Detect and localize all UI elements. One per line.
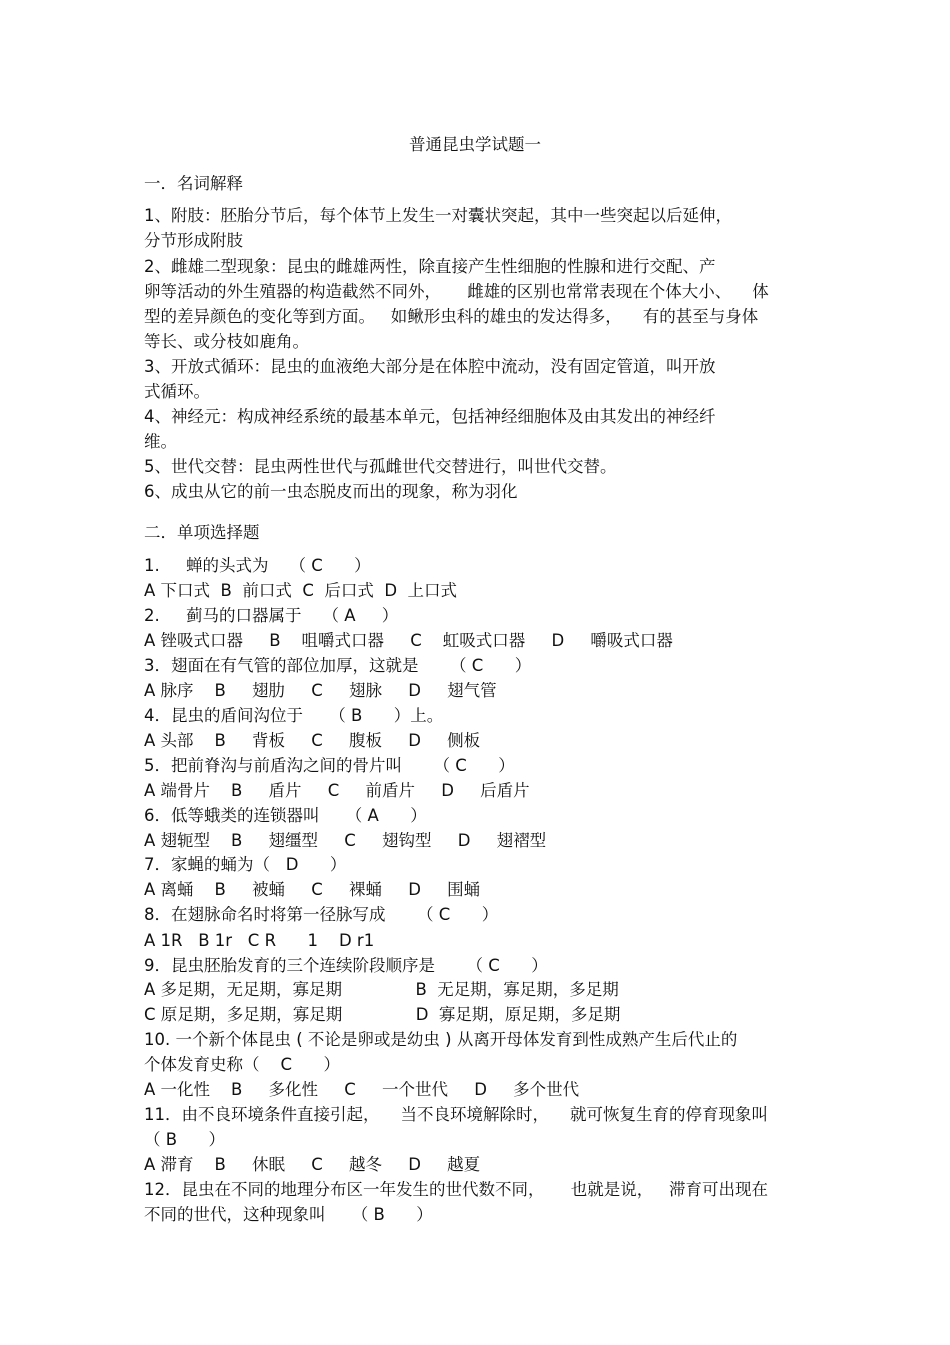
question-line: 11．由不良环境条件直接引起， 当不良环境解除时， 就可恢复生育的停育现象叫 (144, 1105, 768, 1124)
options-line: A 一化性 B 多化性 C 一个世代 D 多个世代 (144, 1080, 580, 1099)
question-line: 个体发育史称（ C ） (144, 1055, 340, 1074)
options-line: C 原足期，多足期，寡足期 D 寡足期，原足期，多足期 (144, 1005, 621, 1024)
definition-line: 卵等活动的外生殖器的构造截然不同外， 雌雄的区别也常常表现在个体大小、 体 (144, 282, 769, 301)
options-line: A 离蛹 B 被蛹 C 裸蛹 D 围蛹 (144, 880, 481, 899)
question-line: （ B ） (144, 1130, 226, 1149)
question-line: 不同的世代，这种现象叫 （ B ） (144, 1205, 433, 1224)
options-line: A 脉序 B 翅肋 C 翅脉 D 翅气管 (144, 681, 497, 700)
definition-line: 1、附肢：胚胎分节后，每个体节上发生一对囊状突起，其中一些突起以后延伸， (144, 206, 732, 225)
definition-line: 维。 (144, 432, 177, 451)
definition-line: 3、开放式循环：昆虫的血液绝大部分是在体腔中流动，没有固定管道，叫开放 (144, 357, 716, 376)
section-heading-choice: 二．单项选择题 (144, 523, 260, 542)
options-line: A 多足期，无足期，寡足期 B 无足期，寡足期，多足期 (144, 980, 619, 999)
options-line: A 头部 B 背板 C 腹板 D 侧板 (144, 731, 481, 750)
question-line: 6．低等蛾类的连锁器叫 （ A ） (144, 806, 427, 825)
definition-line: 2、雌雄二型现象：昆虫的雌雄两性，除直接产生性细胞的性腺和进行交配、产 (144, 257, 716, 276)
question-line: 8．在翅脉命名时将第一径脉写成 （ C ） (144, 905, 499, 924)
question-line: 7．家蝇的蛹为（ D ） (144, 855, 347, 874)
section-heading-definitions: 一．名词解释 (144, 174, 243, 193)
question-line: 10. 一个新个体昆虫 ( 不论是卵或是幼虫 ) 从离开母体发育到性成熟产生后代止的 (144, 1030, 738, 1049)
question-line: 3．翅面在有气管的部位加厚，这就是 （ C ） (144, 656, 532, 675)
options-line: A 下口式 B 前口式 C 后口式 D 上口式 (144, 581, 458, 600)
document-title: 普通昆虫学试题一 (409, 135, 541, 154)
definition-line: 5、世代交替：昆虫两性世代与孤雌世代交替进行，叫世代交替。 (144, 457, 617, 476)
question-line: 12．昆虫在不同的地理分布区一年发生的世代数不同， 也就是说， 滞育可出现在 (144, 1180, 768, 1199)
definition-line: 4、神经元：构成神经系统的最基本单元，包括神经细胞体及由其发出的神经纤 (144, 407, 716, 426)
options-line: A 1R B 1r C R 1 D r1 (144, 931, 375, 950)
options-line: A 端骨片 B 盾片 C 前盾片 D 后盾片 (144, 781, 530, 800)
question-line: 9．昆虫胚胎发育的三个连续阶段顺序是 （ C ） (144, 956, 548, 975)
definition-line: 等长、或分枝如鹿角。 (144, 332, 309, 351)
question-line: 1. 蝉的头式为 （ C ） (144, 556, 371, 575)
question-line: 5．把前脊沟与前盾沟之间的骨片叫 （ C ） (144, 756, 515, 775)
definition-line: 分节形成附肢 (144, 231, 243, 250)
options-line: A 锉吸式口器 B 咀嚼式口器 C 虹吸式口器 D 嚼吸式口器 (144, 631, 673, 650)
options-line: A 滞育 B 休眠 C 越冬 D 越夏 (144, 1155, 481, 1174)
options-line: A 翅轭型 B 翅缰型 C 翅钩型 D 翅褶型 (144, 831, 547, 850)
definition-line: 型的差异颜色的变化等到方面。 如鳅形虫科的雄虫的发达得多， 有的甚至与身体 (144, 307, 759, 326)
question-line: 2. 蓟马的口器属于 （ A ） (144, 606, 399, 625)
definition-line: 6、成虫从它的前一虫态脱皮而出的现象，称为羽化 (144, 482, 518, 501)
question-line: 4．昆虫的盾间沟位于 （ B ）上。 (144, 706, 444, 725)
definition-line: 式循环。 (144, 382, 210, 401)
